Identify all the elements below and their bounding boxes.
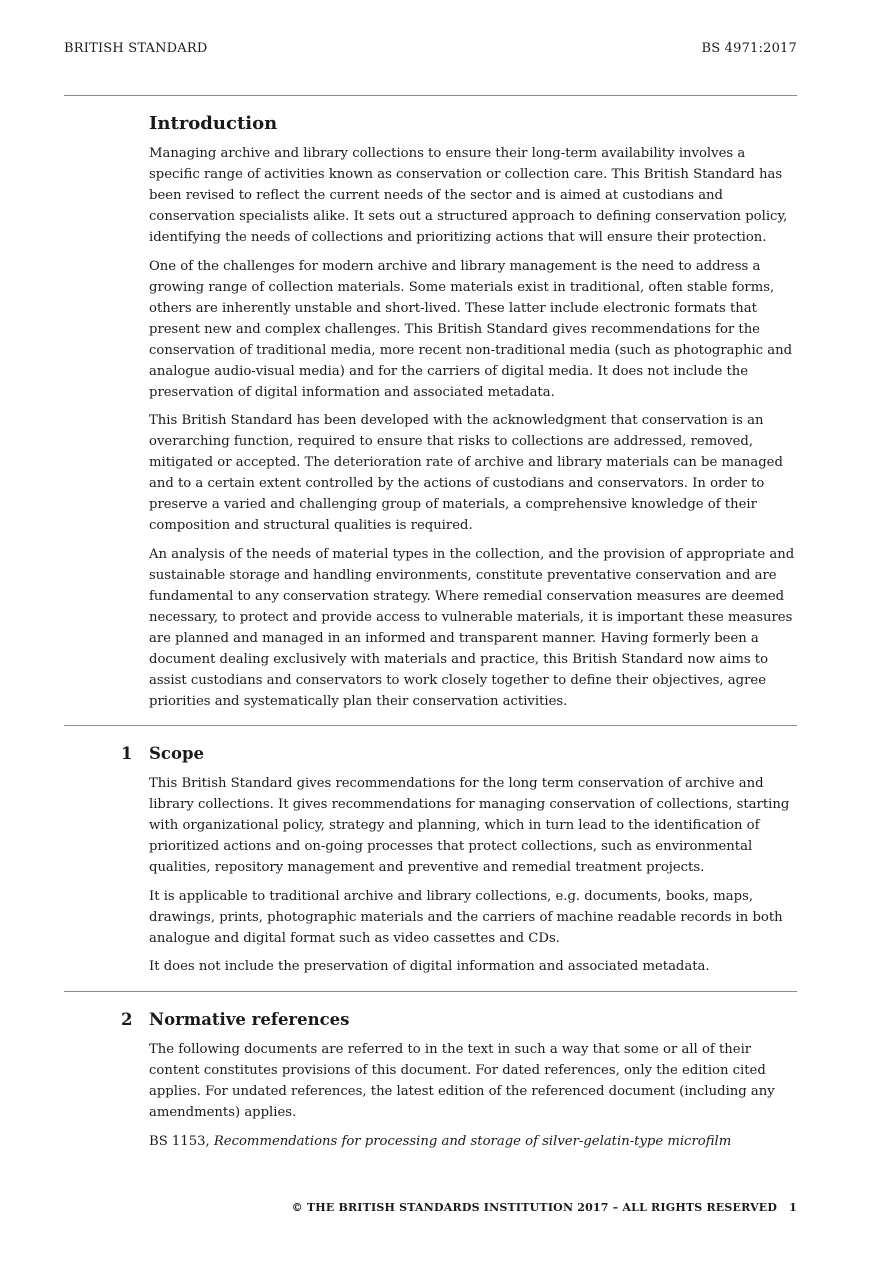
scope-heading: [64, 744, 797, 770]
section-title: Normative references: [149, 1010, 350, 1029]
section-divider: [64, 991, 797, 992]
header-standard-number: BS 4971:2017: [701, 41, 797, 56]
introduction-paragraph: This British Standard has been developed with the acknowledgment that conservation is an overarching function, required to ensure that risks to collections are addressed, removed, mitigated or accepted. The deterioration rate of archive and library materials can be managed and to a certain extent controlled by the actions of custodians and conservators. In order to preserve a varied and challenging group of materials, a comprehensive knowledge of their composition and structural qualities is required.: [149, 413, 783, 533]
introduction-heading: [64, 113, 797, 139]
introduction-section: [64, 113, 797, 719]
section-number: 1: [121, 744, 133, 763]
scope-paragraph: It does not include the preservation of digital information and associated metadata.: [149, 959, 710, 974]
scope-paragraph: This British Standard gives recommendations for the long term conservation of archive and library collections. It gives recommendations for managing conservation of collections, starting with organizational policy, strategy and planning, which in turn lead to the identification of prioritized actions and on-going processes that protect collections, such as environmental qualities, repository management and preventive and remedial treatment projects.: [149, 776, 790, 875]
normative-references-heading: [64, 1010, 797, 1036]
normative-references-section: [64, 1010, 797, 1159]
normative-references-body: [149, 1039, 797, 1152]
section-title: Scope: [149, 744, 205, 763]
introduction-paragraph: One of the challenges for modern archive and library management is the need to address a growing range of collection materials. Some materials exist in traditional, often stable forms, others are inherently unstable and short-lived. These latter include electronic formats that present new and complex challenges. This British Standard gives recommendations for the conservation of traditional media, more recent non-traditional media (such as photographic and analogue audio-visual media) and for the carriers of digital media. It does not include the preservation of digital information and associated metadata.: [149, 258, 793, 400]
scope-paragraph: It is applicable to traditional archive and library collections, e.g. documents, books, maps, drawings, prints, photographic materials and the carriers of machine readable records in both analogue and digital format such as video cassettes and CDs.: [149, 888, 783, 946]
header-standard-label: BRITISH STANDARD: [64, 41, 208, 56]
reference-entry: [149, 1131, 797, 1152]
header-divider: [64, 95, 797, 96]
page-number: 1: [789, 1201, 797, 1214]
scope-section: [64, 744, 797, 985]
introduction-body: [149, 143, 797, 712]
scope-body: [149, 773, 797, 977]
introduction-paragraph: Managing archive and library collections to ensure their long-term availability involves a specific range of activities known as conservation or collection care. This British Standard has been revised to reflect the current needs of the sector and is aimed at custodians and conservation specialists alike. It sets out a structured approach to defining conservation policy, identifying the needs of collections and prioritizing actions that will ensure their protection.: [149, 146, 788, 245]
running-header: [64, 41, 797, 61]
page-footer: [292, 1201, 797, 1214]
reference-code: BS 1153,: [149, 1133, 210, 1149]
reference-title: Recommendations for processing and storage of silver-gelatin-type microfilm: [213, 1133, 732, 1149]
section-divider: [64, 725, 797, 726]
copyright-notice: © THE BRITISH STANDARDS INSTITUTION 2017 – ALL RIGHTS RESERVED: [291, 1201, 778, 1214]
normative-references-paragraph: The following documents are referred to in the text in such a way that some or all of their content constitutes provisions of this document. For dated references, only the edition cited applies. For undated references, the latest edition of the referenced document (including any amendments) applies.: [149, 1042, 775, 1120]
section-number: 2: [121, 1010, 133, 1029]
introduction-paragraph: An analysis of the needs of material types in the collection, and the provision of appropriate and sustainable storage and handling environments, constitute preventative conservation and are fundamental to any conservation strategy. Where remedial conservation measures are deemed necessary, to protect and provide access to vulnerable materials, it is important these measures are planned and managed in an informed and transparent manner. Having formerly been a document dealing exclusively with materials and practice, this British Standard now aims to assist custodians and conservators to work closely together to define their objectives, agree priorities and systematically plan their conservation activities.: [149, 546, 795, 709]
introduction-title: Introduction: [149, 113, 278, 134]
